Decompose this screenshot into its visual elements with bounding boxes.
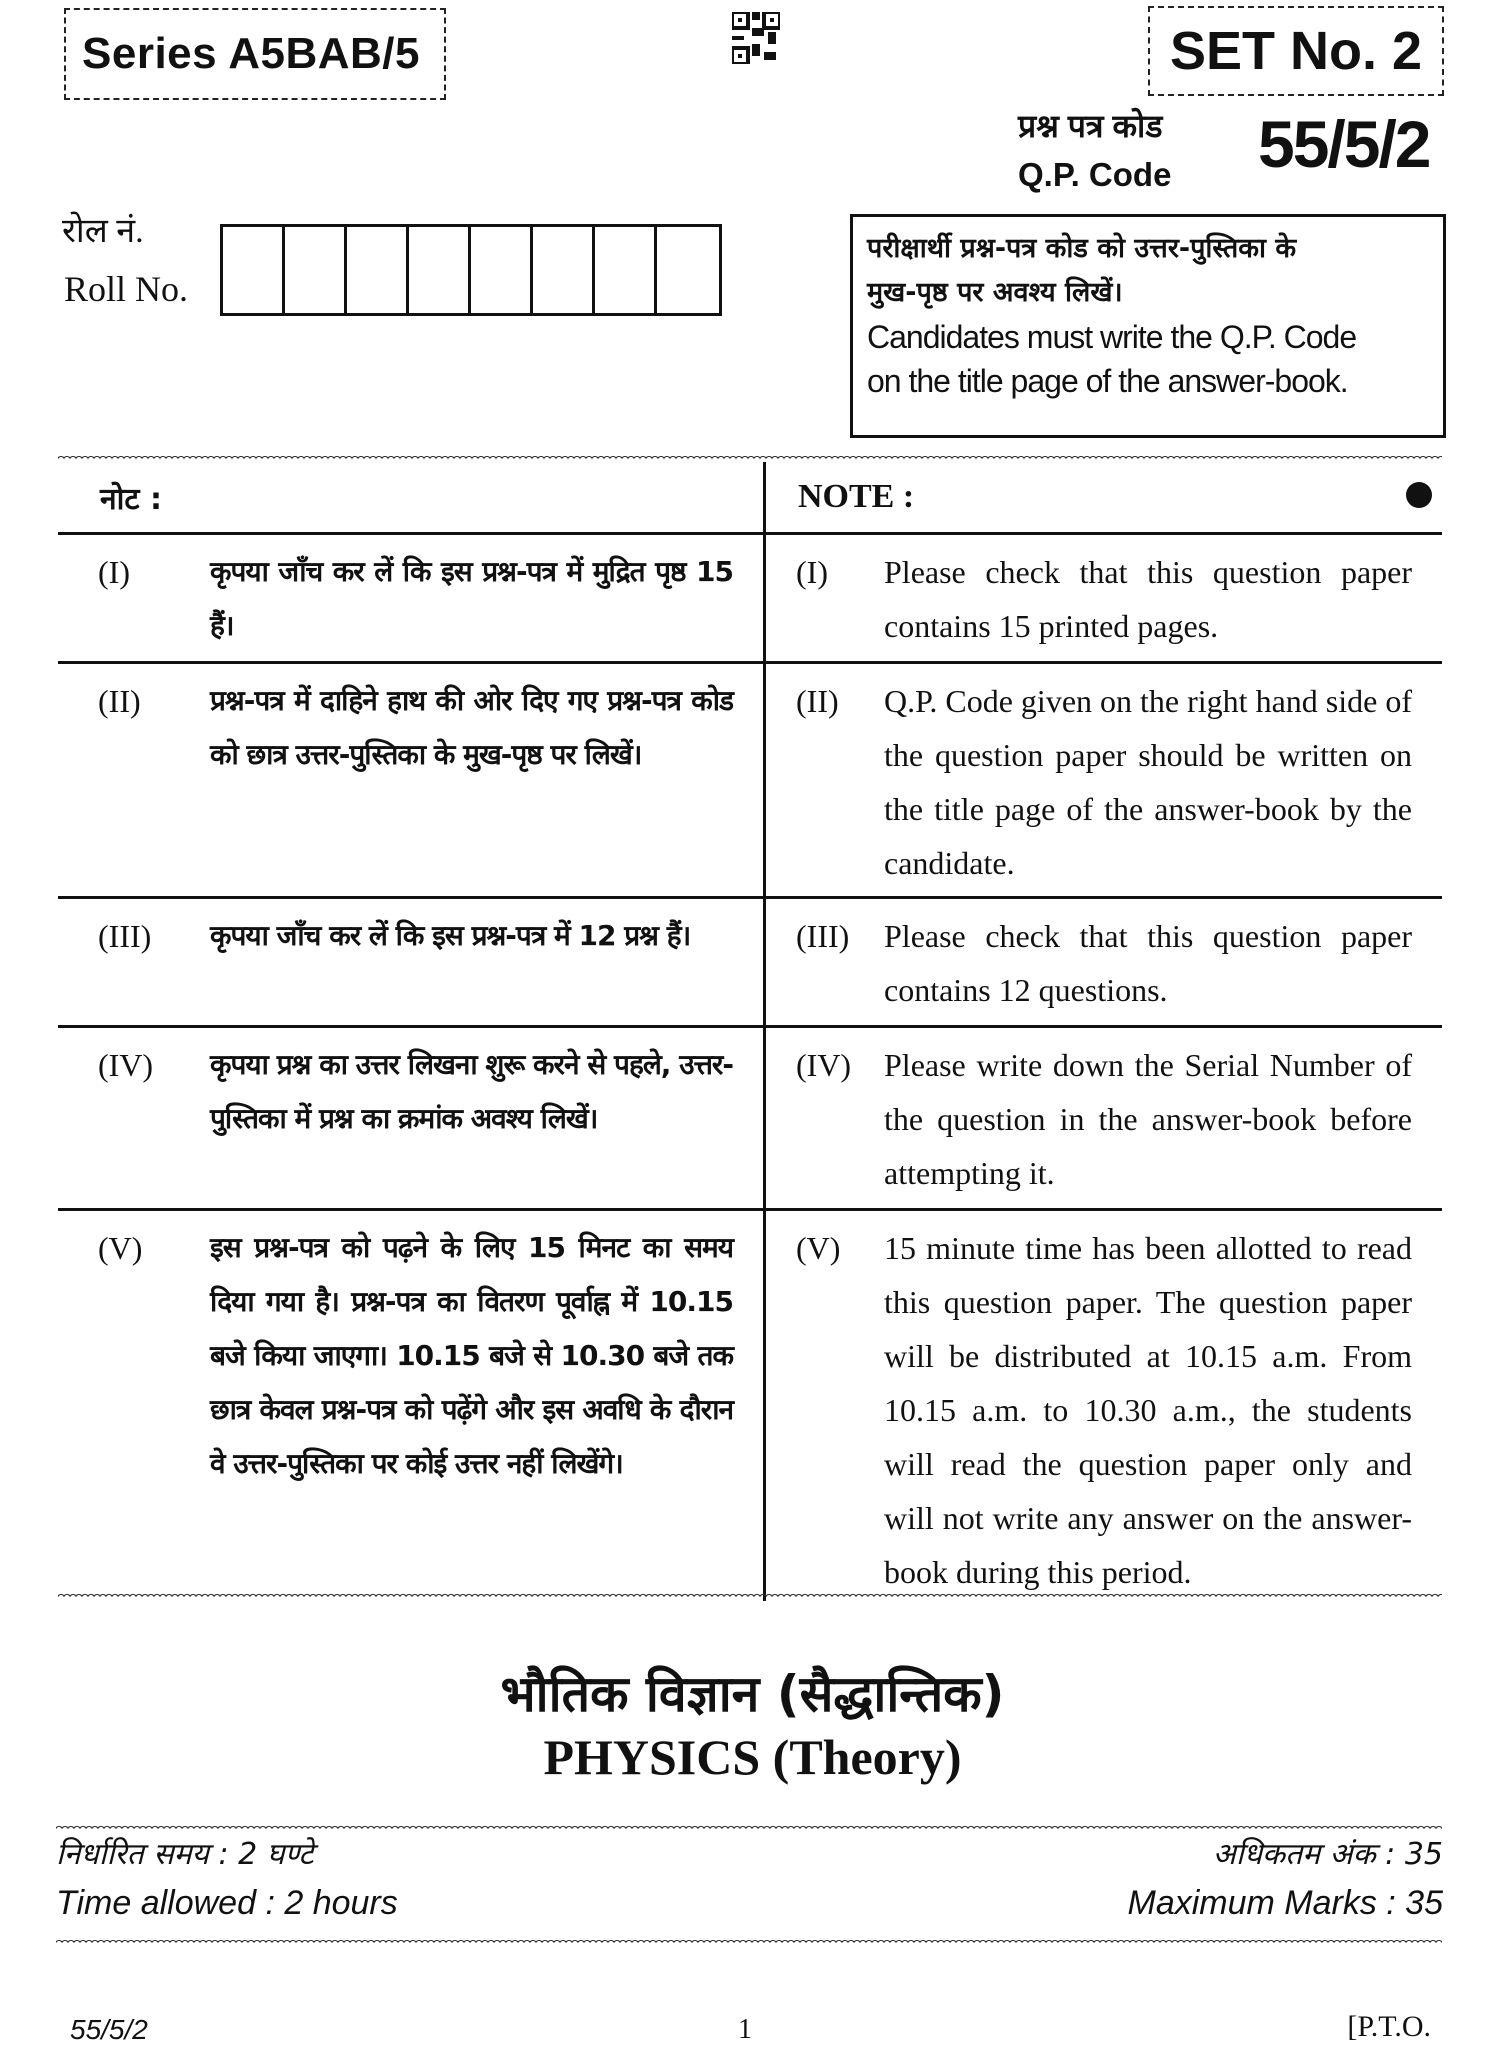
note-text-english: 15 minute time has been allotted to read this question paper. The question paper will be distributed at 10.15 a.m. From 10.15 a.m. to 10.30 a.m., the students will read the question paper only and will not write any answer on the answer-book during this period. <box>884 1230 1412 1590</box>
note-text-hindi: प्रश्न-पत्र में दाहिने हाथ की ओर दिए गए प्रश्न-पत्र कोड को छात्र उत्तर-पुस्तिका के मुख-पृष्ठ पर लिखें। <box>210 684 733 771</box>
note-number: (IV) <box>98 1047 154 1083</box>
note-text-hindi: इस प्रश्न-पत्र को पढ़ने के लिए 15 मिनट का समय दिया गया है। प्रश्न-पत्र का वितरण पूर्वाह्न में 10.15 बजे किया जाएगा। 10.15 बजे से 10.30 बजे तक छात्र केवल प्रश्न-पत्र को पढ़ेंगे और इस अवधि के दौरान वे उत्तर-पुस्तिका पर कोई उत्तर नहीं लिखेंगे। <box>210 1231 733 1480</box>
roll-no-digit-box[interactable] <box>471 227 533 313</box>
note-number: (II) <box>796 683 839 719</box>
note-number: (I) <box>98 554 130 590</box>
note-row <box>58 535 1442 664</box>
wavy-divider <box>58 1590 1442 1598</box>
bullet-dot-icon <box>1406 482 1432 508</box>
note-row <box>58 664 1442 899</box>
wavy-divider <box>56 1822 1442 1830</box>
note-row <box>58 899 1442 1028</box>
note-row <box>58 1211 1442 1601</box>
note-header-hindi: नोट : <box>58 462 766 532</box>
roll-no-label-hindi: रोल नं. <box>62 213 144 250</box>
qp-code-value: 55/5/2 <box>1258 107 1430 181</box>
note-text-hindi: कृपया जाँच कर लें कि इस प्रश्न-पत्र में 12 प्रश्न हैं। <box>210 919 691 952</box>
note-number: (III) <box>98 918 152 954</box>
qp-code-label-hindi: प्रश्न पत्र कोड <box>1018 108 1163 144</box>
notice-line-hindi-1: परीक्षार्थी प्रश्न-पत्र कोड को उत्तर-पुस्तिका के <box>867 233 1297 264</box>
notice-line-english-2: on the title page of the answer-book. <box>867 363 1348 399</box>
maximum-marks: Maximum Marks : 35 <box>1127 1884 1443 1922</box>
subject-title: PHYSICS (Theory) <box>543 1729 962 1785</box>
roll-no-digit-box[interactable] <box>223 227 285 313</box>
note-text-hindi: कृपया जाँच कर लें कि इस प्रश्न-पत्र में मुद्रित पृष्ठ 15 हैं। <box>210 555 733 642</box>
qp-code-label: Q.P. Code <box>1018 156 1172 193</box>
roll-no-boxes[interactable] <box>220 224 722 316</box>
note-number: (IV) <box>796 1047 852 1083</box>
roll-no-digit-box[interactable] <box>657 227 719 313</box>
note-number: (III) <box>796 918 850 954</box>
series-box <box>64 8 446 100</box>
note-text-hindi: कृपया प्रश्न का उत्तर लिखना शुरू करने से पहले, उत्तर-पुस्तिका में प्रश्न का क्रमांक अवश्य लिखें। <box>210 1048 733 1135</box>
note-text-english: Please check that this question paper contains 12 questions. <box>884 918 1412 1008</box>
note-number: (I) <box>796 554 828 590</box>
time-allowed: Time allowed : 2 hours <box>56 1884 398 1922</box>
set-number: SET No. 2 <box>1169 21 1423 81</box>
notice-line-hindi-2: मुख-पृष्ठ पर अवश्य लिखें। <box>867 277 1123 308</box>
notice-line-english-1: Candidates must write the Q.P. Code <box>867 319 1357 355</box>
please-turn-over: [P.T.O. <box>1347 2010 1431 2043</box>
roll-no-digit-box[interactable] <box>409 227 471 313</box>
roll-no-digit-box[interactable] <box>533 227 595 313</box>
set-number-box <box>1148 6 1444 96</box>
roll-no-digit-box[interactable] <box>595 227 657 313</box>
roll-no-digit-box[interactable] <box>285 227 347 313</box>
note-text-english: Please write down the Serial Number of the question in the answer-book before attempting it. <box>884 1047 1412 1191</box>
note-table-header <box>58 462 1442 535</box>
note-text-english: Please check that this question paper contains 15 printed pages. <box>884 554 1412 644</box>
page-number: 1 <box>738 2014 752 2045</box>
roll-no-digit-box[interactable] <box>347 227 409 313</box>
wavy-divider <box>56 1936 1442 1944</box>
qp-code-instruction-box <box>850 214 1446 438</box>
note-table <box>58 462 1442 1601</box>
time-allowed-hindi: निर्धारित समय : 2 घण्टे <box>56 1837 314 1872</box>
maximum-marks-hindi: अधिकतम अंक : 35 <box>1212 1837 1443 1872</box>
wavy-divider <box>58 452 1442 460</box>
footer-qp-code: 55/5/2 <box>70 2014 148 2045</box>
note-header-english: NOTE : <box>766 462 1442 532</box>
series-label: Series A5BAB/5 <box>82 29 420 78</box>
note-number: (II) <box>98 683 141 719</box>
note-number: (V) <box>98 1230 143 1266</box>
qr-code-icon <box>732 12 780 64</box>
note-text-english: Q.P. Code given on the right hand side of the question paper should be written on the title page of the answer-book by the candidate. <box>884 683 1412 881</box>
roll-no-label: Roll No. <box>64 269 189 309</box>
note-row <box>58 1028 1442 1211</box>
subject-title-hindi: भौतिक विज्ञान (सैद्धान्तिक) <box>500 1665 1005 1723</box>
note-number: (V) <box>796 1230 841 1266</box>
